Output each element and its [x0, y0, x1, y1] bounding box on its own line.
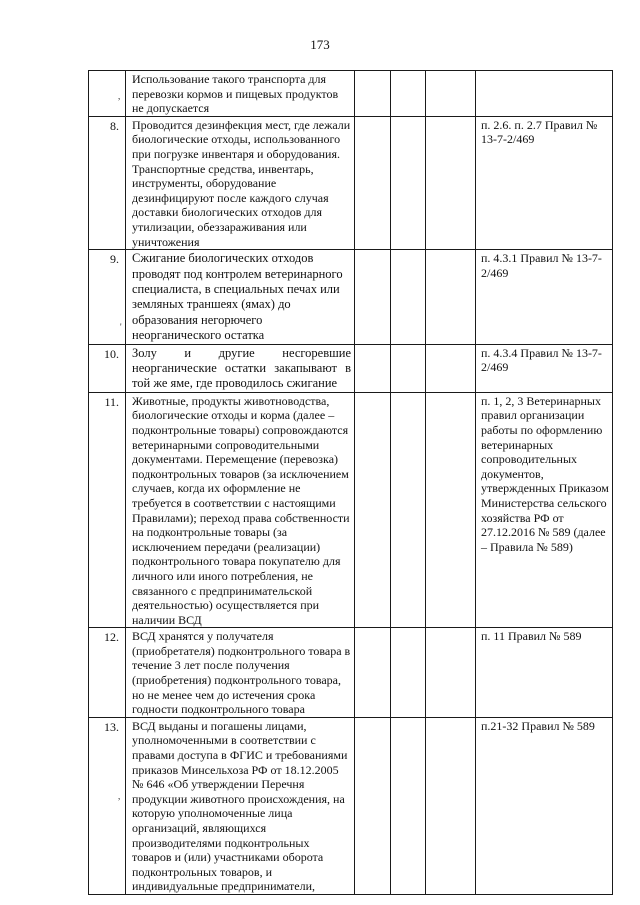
- not-applicable-cell: [426, 344, 476, 392]
- answer-yes-cell: [355, 392, 391, 628]
- answer-no-cell: [391, 392, 426, 628]
- answer-yes-cell: [355, 344, 391, 392]
- table-row: [89, 250, 613, 344]
- requirement-cell: Проводится дезинфекция мест, где лежали биологические отходы, использованного при погрузке инвентаря и оборудования. Транспортные средства, инвентарь, инструменты, оборудование дезинфицируют после каждого случая доставки биологических отходов для утилизации, обеззараживания или уничтожения: [126, 116, 355, 249]
- table-row: [89, 116, 613, 249]
- table-row: [89, 71, 613, 117]
- requirement-cell: ВСД хранятся у получателя (приобретателя) подконтрольного товара в течение 3 лет после получения (приобретения) подконтрольного товара, но не менее чем до истечения срока годности подконтрольного товара: [126, 628, 355, 718]
- row-number: 11.: [89, 392, 126, 628]
- row-number: 12.: [89, 628, 126, 718]
- not-applicable-cell: [426, 717, 476, 894]
- requirement-cell: Сжигание биологических отходов проводят под контролем ветеринарного специалиста, в специальных печах или земляных траншеях (ямах) до образования негорючего неорганического остатка: [126, 250, 355, 344]
- answer-yes-cell: [355, 628, 391, 718]
- row-number: 8.: [89, 116, 126, 249]
- reference-cell: п. 11 Правил № 589: [476, 628, 613, 718]
- answer-yes-cell: [355, 71, 391, 117]
- reference-cell: п. 4.3.4 Правил № 13-7-2/469: [476, 344, 613, 392]
- reference-cell: п. 2.6. п. 2.7 Правил № 13-7-2/469: [476, 116, 613, 249]
- answer-no-cell: [391, 250, 426, 344]
- row-number: 13.: [89, 717, 126, 894]
- answer-no-cell: [391, 628, 426, 718]
- checklist-table: [88, 70, 612, 895]
- requirement-cell: Использование такого транспорта для перевозки кормов и пищевых продуктов не допускается: [126, 71, 355, 117]
- table-row: [89, 717, 613, 894]
- reference-cell: [476, 71, 613, 117]
- not-applicable-cell: [426, 116, 476, 249]
- row-number: [89, 71, 126, 117]
- row-number: 9.: [89, 250, 126, 344]
- answer-no-cell: [391, 116, 426, 249]
- reference-cell: п.21-32 Правил № 589: [476, 717, 613, 894]
- table-row: [89, 392, 613, 628]
- answer-yes-cell: [355, 116, 391, 249]
- page-number: 173: [310, 37, 330, 52]
- requirement-cell: Золу и другие несгоревшие неорганические остатки закапывают в той же яме, где проводилось сжигание: [126, 344, 355, 392]
- reference-cell: п. 4.3.1 Правил № 13-7-2/469: [476, 250, 613, 344]
- not-applicable-cell: [426, 71, 476, 117]
- scan-mark: ,: [118, 791, 121, 801]
- answer-no-cell: [391, 71, 426, 117]
- answer-yes-cell: [355, 250, 391, 344]
- not-applicable-cell: [426, 250, 476, 344]
- table-row: [89, 344, 613, 392]
- scan-mark: ': [120, 322, 122, 332]
- not-applicable-cell: [426, 628, 476, 718]
- answer-no-cell: [391, 717, 426, 894]
- answer-no-cell: [391, 344, 426, 392]
- table-row: [89, 628, 613, 718]
- reference-cell: п. 1, 2, 3 Ветеринарных правил организации работы по оформлению ветеринарных сопроводительных документов, утвержденных Приказом Министерства сельского хозяйства РФ от 27.12.2016 № 589 (далее – Правила № 589): [476, 392, 613, 628]
- row-number: 10.: [89, 344, 126, 392]
- requirement-cell: ВСД выданы и погашены лицами, уполномоченными в соответствии с правами доступа в ФГИС и требованиями приказов Минсельхоза РФ от 18.12.2005 № 646 «Об утверждении Перечня продукции животного происхождения, на которую уполномоченные лица организаций, являющихся производителями подконтрольных товаров и (или) участниками оборота подконтрольных товаров, и индивидуальные предприниматели,: [126, 717, 355, 894]
- not-applicable-cell: [426, 392, 476, 628]
- answer-yes-cell: [355, 717, 391, 894]
- scan-mark: ,: [118, 91, 121, 101]
- requirement-cell: Животные, продукты животноводства, биологические отходы и корма (далее – подконтрольные товары) сопровождаются ветеринарными сопроводительными документами. Перемещение (перевозка) подконтрольных товаров (за исключением случаев, когда их оформление не требуется в соответствии с настоящими Правилами); переход права собственности на подконтрольные товары (за исключением передачи (реализации) подконтрольного товара покупателю для личного или иного потребления, не связанного с предпринимательской деятельностью) осуществляется при наличии ВСД: [126, 392, 355, 628]
